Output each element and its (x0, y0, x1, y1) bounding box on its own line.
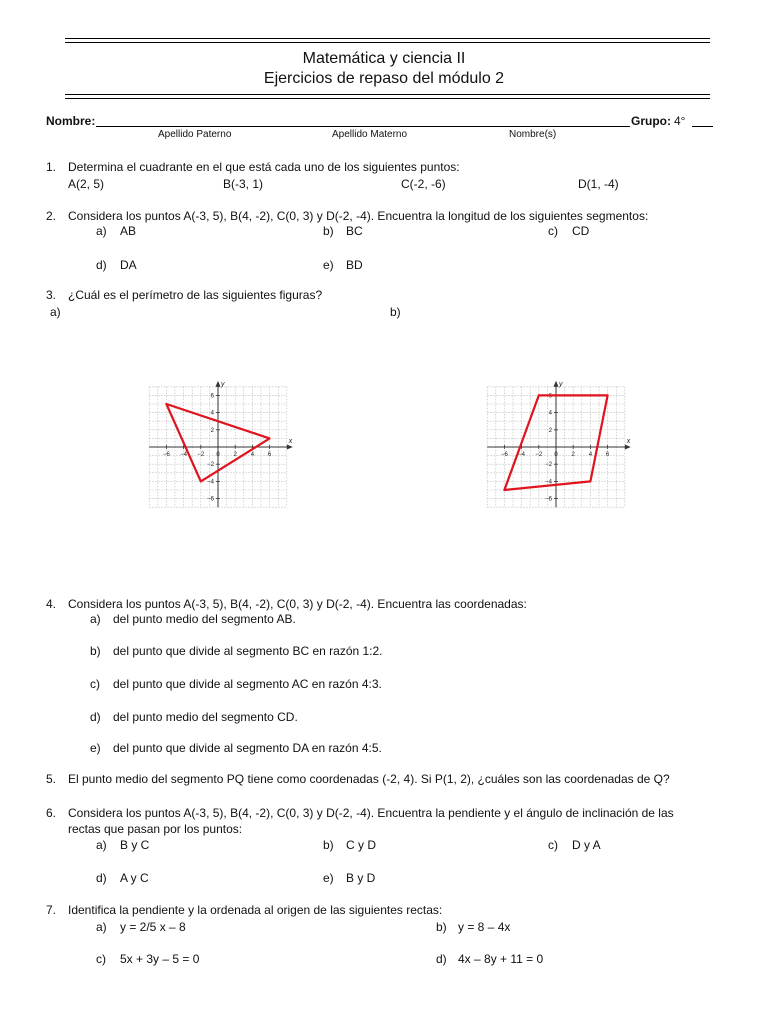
q7-item-b-text: y = 8 – 4x (458, 920, 511, 934)
q6-item-b-letter: b) (323, 838, 334, 852)
q4-item-a-letter: a) (90, 612, 101, 626)
x-tick-label: 4 (250, 452, 255, 458)
y-tick-label: −4 (545, 479, 552, 486)
q4-text: Considera los puntos A(-3, 5), B(4, -2), C(0, 3) y D(-2, -4). Encuentra las coordenadas: (68, 597, 527, 611)
q6-item-c-text: D y A (572, 838, 601, 852)
q7-item-a-text: y = 2/5 x – 8 (120, 920, 186, 934)
q4-item-e-text: del punto que divide al segmento DA en razón 4:5. (113, 741, 382, 755)
q3-number: 3. (46, 288, 57, 302)
q2-item-c-letter: c) (548, 224, 558, 238)
header-rule-bottom-2 (65, 98, 710, 99)
name-sublabel-paterno: Apellido Paterno (158, 129, 232, 140)
q2-item-e-text: BD (346, 258, 363, 272)
q7-item-b-letter: b) (436, 920, 447, 934)
x-axis-arrow-icon (625, 445, 631, 450)
x-tick-label: −2 (197, 452, 205, 458)
q2-number: 2. (46, 209, 57, 223)
y-axis-arrow-icon (216, 381, 221, 387)
name-sublabel-nombres: Nombre(s) (509, 129, 557, 140)
q7-number: 7. (46, 903, 57, 917)
q7-text: Identifica la pendiente y la ordenada al origen de las siguientes rectas: (68, 903, 443, 917)
x-tick-label: 2 (571, 452, 575, 458)
q6-item-a-letter: a) (96, 838, 107, 852)
q6-text-line2: rectas que pasan por los puntos: (68, 822, 243, 836)
q1-text: Determina el cuadrante en el que está cada uno de los siguientes puntos: (68, 160, 460, 174)
q7-item-d-text: 4x – 8y + 11 = 0 (458, 952, 544, 966)
q2-item-a-letter: a) (96, 224, 107, 238)
q4-number: 4. (46, 597, 57, 611)
q2-item-a-text: AB (120, 224, 137, 238)
y-tick-label: −2 (207, 462, 214, 469)
q4-item-e-letter: e) (90, 741, 101, 755)
q6-item-b-text: C y D (346, 838, 376, 852)
q1-point-c: C(-2, -6) (401, 177, 446, 191)
y-tick-label: 2 (210, 427, 214, 434)
q7-item-c-text: 5x + 3y – 5 = 0 (120, 952, 200, 966)
x-tick-label: 0 (216, 452, 220, 458)
q6-item-a-text: B y C (120, 838, 150, 852)
x-tick-label: −2 (535, 452, 543, 458)
q1-number: 1. (46, 160, 57, 174)
q3-text: ¿Cuál es el perímetro de las siguientes figuras? (68, 288, 323, 302)
x-axis-label: x (626, 438, 631, 445)
graph-b-axes (487, 381, 631, 507)
q3-label-b: b) (390, 305, 401, 319)
q4-item-c-letter: c) (90, 677, 100, 691)
name-sublabel-materno: Apellido Materno (332, 129, 408, 140)
q2-text: Considera los puntos A(-3, 5), B(4, -2), C(0, 3) y D(-2, -4). Encuentra la longitud de los siguientes segmentos: (68, 209, 649, 223)
q6-item-c-letter: c) (548, 838, 558, 852)
q1-point-d: D(1, -4) (578, 177, 619, 191)
q6-item-e-text: B y D (346, 871, 376, 885)
q6-item-e-letter: e) (323, 871, 334, 885)
x-tick-label: 0 (554, 452, 558, 458)
graph-b (420, 316, 696, 578)
q6-text-line1: Considera los puntos A(-3, 5), B(4, -2), C(0, 3) y D(-2, -4). Encuentra la pendiente y el ángulo de inclinación de las (68, 806, 674, 820)
y-tick-label: −2 (545, 462, 552, 469)
q4-item-d-letter: d) (90, 710, 101, 724)
y-tick-label: 4 (548, 410, 552, 417)
q5-number: 5. (46, 772, 57, 786)
x-tick-label: 6 (267, 452, 272, 458)
x-axis-label: x (288, 438, 293, 445)
name-field[interactable] (96, 126, 630, 127)
x-tick-label: −4 (518, 452, 526, 458)
q4-item-b-letter: b) (90, 644, 101, 658)
q4-item-a-text: del punto medio del segmento AB. (113, 612, 296, 626)
x-tick-label: 4 (588, 452, 593, 458)
page-title: Matemática y ciencia II (302, 50, 466, 67)
x-tick-label: 6 (605, 452, 610, 458)
y-axis-arrow-icon (554, 381, 559, 387)
x-tick-label: −4 (180, 452, 188, 458)
y-tick-label: 6 (210, 393, 214, 400)
x-tick-label: −6 (500, 452, 508, 458)
header-rule-top-2 (65, 42, 710, 43)
header-rule-top-1 (65, 38, 710, 39)
group-value: 4° (674, 114, 686, 128)
q7-item-d-letter: d) (436, 952, 447, 966)
y-tick-label: −6 (545, 496, 552, 503)
q2-item-b-text: BC (346, 224, 363, 238)
q4-item-d-text: del punto medio del segmento CD. (113, 710, 298, 724)
q2-item-d-text: DA (120, 258, 137, 272)
q7-item-c-letter: c) (96, 952, 106, 966)
q6-item-d-text: A y C (120, 871, 149, 885)
group-field[interactable] (692, 126, 713, 127)
q3-label-a: a) (50, 305, 61, 319)
graph-a (82, 316, 358, 578)
x-tick-label: 2 (233, 452, 237, 458)
q7-item-a-letter: a) (96, 920, 107, 934)
page-subtitle: Ejercicios de repaso del módulo 2 (263, 70, 505, 87)
y-tick-label: 4 (210, 410, 214, 417)
q2-item-e-letter: e) (323, 258, 334, 272)
q6-item-d-letter: d) (96, 871, 107, 885)
y-tick-label: 2 (548, 427, 552, 434)
name-label: Nombre: (46, 114, 96, 128)
header-rule-bottom-1 (65, 94, 710, 95)
q2-item-c-text: CD (572, 224, 590, 238)
q4-item-b-text: del punto que divide al segmento BC en razón 1:2. (113, 644, 383, 658)
q6-number: 6. (46, 806, 57, 820)
q2-item-b-letter: b) (323, 224, 334, 238)
q5-text: El punto medio del segmento PQ tiene como coordenadas (-2, 4). Si P(1, 2), ¿cuáles son las coordenadas de Q? (68, 772, 670, 786)
q1-point-b: B(-3, 1) (223, 177, 264, 191)
y-tick-label: −6 (207, 496, 214, 503)
y-axis-label: y (221, 380, 225, 388)
y-tick-label: 6 (548, 393, 552, 400)
y-axis-label: y (559, 380, 563, 388)
x-tick-label: −6 (162, 452, 170, 458)
q4-item-c-text: del punto que divide al segmento AC en razón 4:3. (113, 677, 382, 691)
graph-a-axes (149, 381, 293, 507)
q2-item-d-letter: d) (96, 258, 107, 272)
q1-point-a: A(2, 5) (68, 177, 105, 191)
group-label: Grupo: (631, 114, 671, 128)
y-tick-label: −4 (207, 479, 214, 486)
x-axis-arrow-icon (287, 445, 293, 450)
